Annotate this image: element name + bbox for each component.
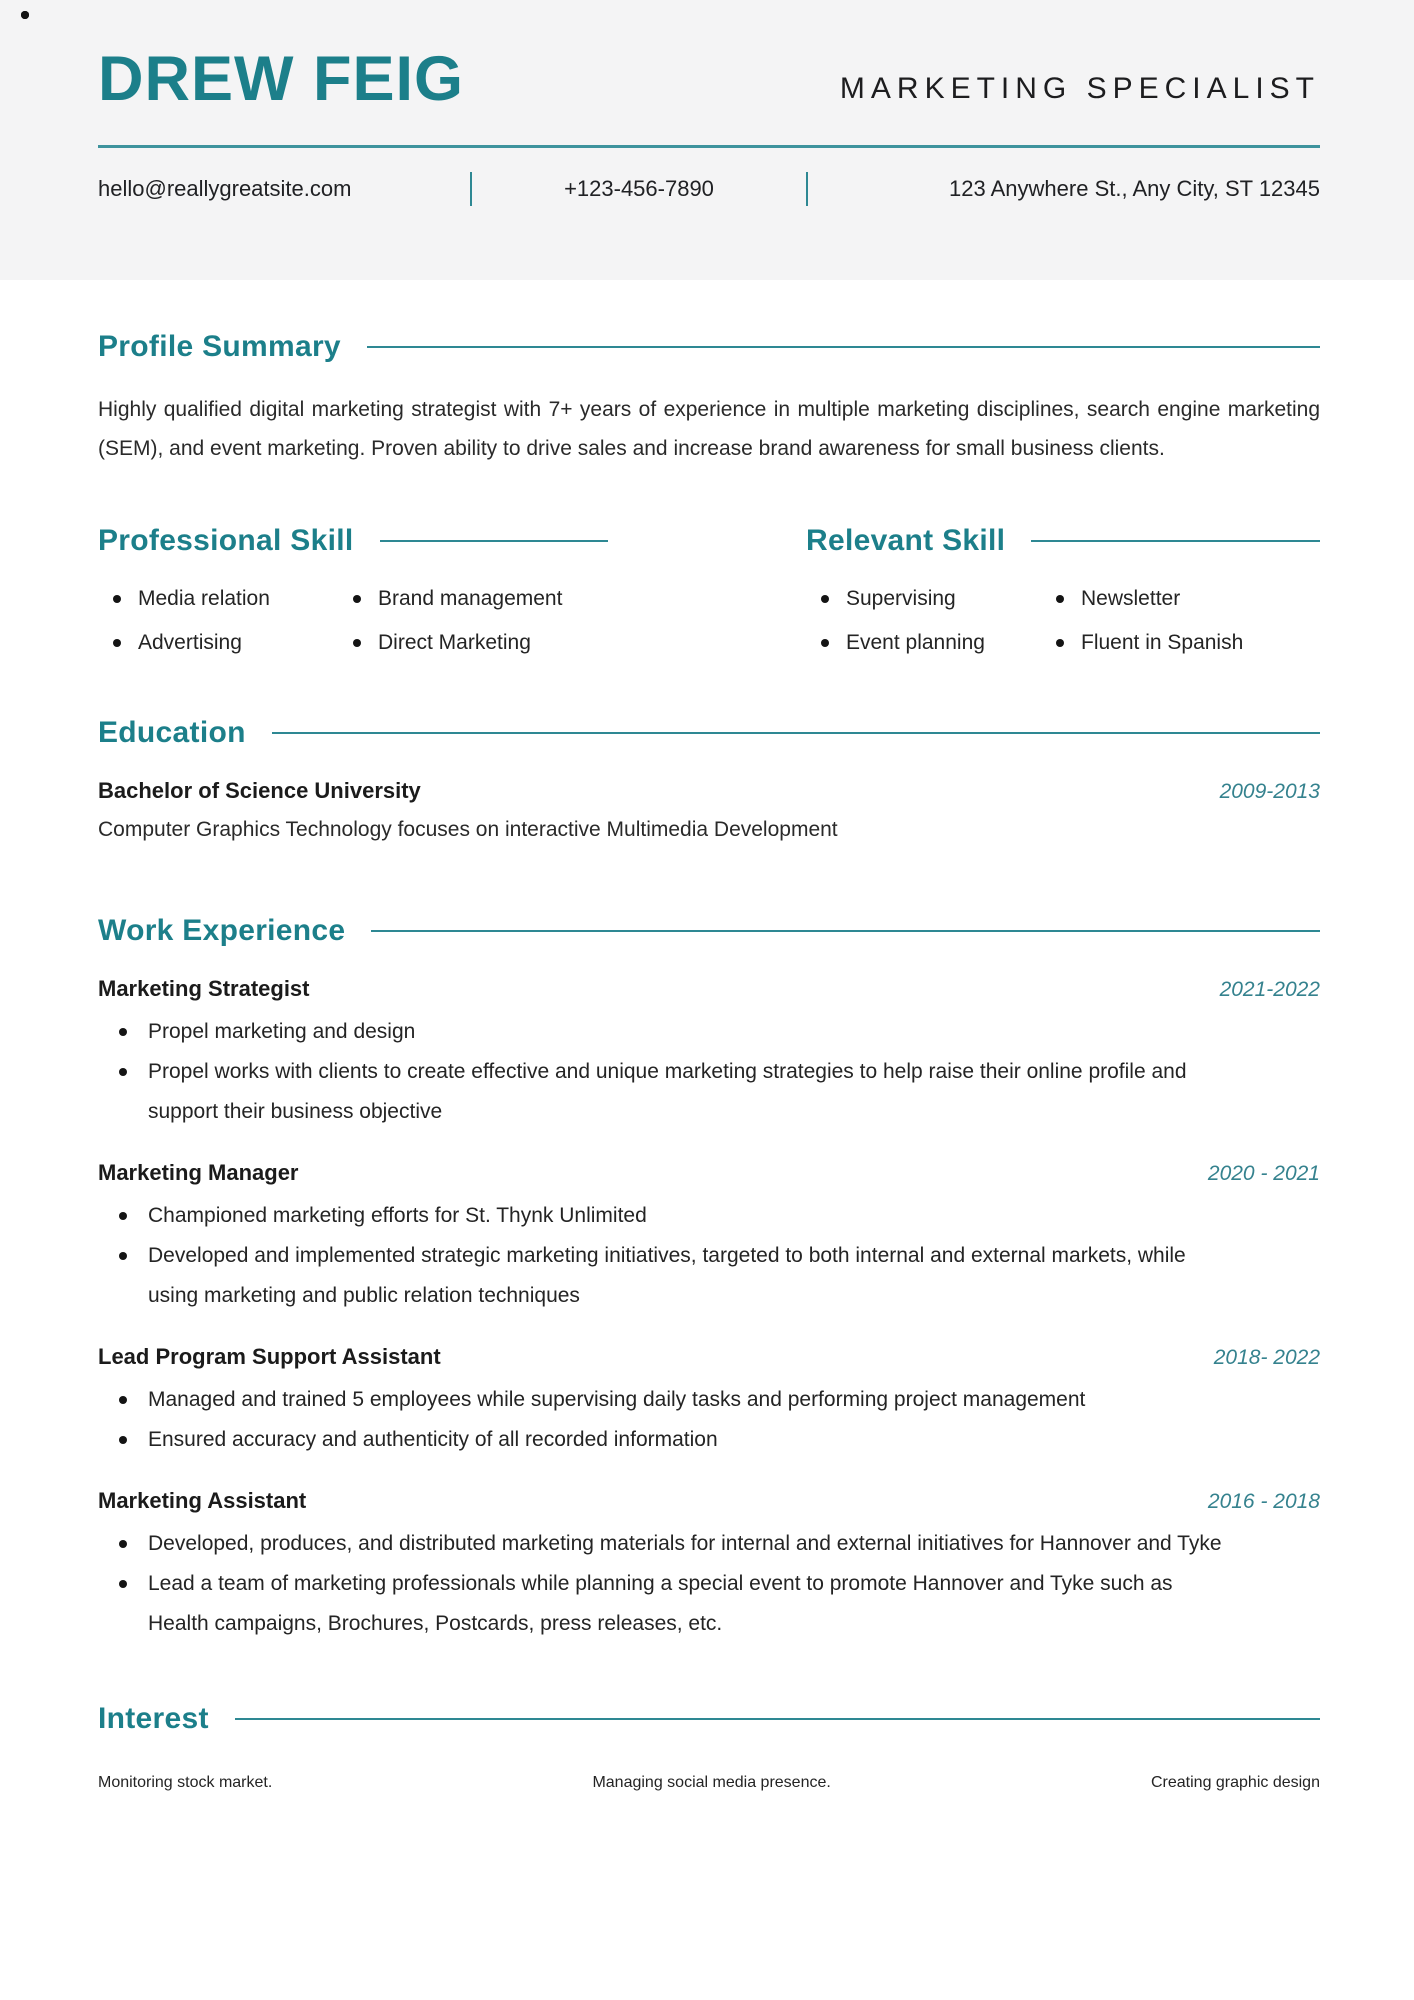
job-entry	[98, 1344, 1320, 1460]
job-dates: 2021-2022	[1219, 978, 1320, 1001]
section-rule	[367, 346, 1320, 348]
interest-item: Managing social media presence.	[592, 1768, 830, 1798]
section-header	[98, 1702, 1320, 1736]
education-dates: 2009-2013	[1219, 780, 1320, 803]
skill-item: Supervising	[806, 584, 1041, 614]
section-rule	[371, 930, 1320, 932]
section-rule	[272, 732, 1320, 734]
job-dates: 2016 - 2018	[1207, 1490, 1320, 1513]
skill-item: Newsletter	[1041, 584, 1320, 614]
job-bullet: Ensured accuracy and authenticity of all recorded information	[98, 1420, 1238, 1460]
header	[0, 0, 1414, 280]
job-bullet: Developed and implemented strategic marketing initiatives, targeted to both internal and external markets, while using marketing and public relation techniques	[98, 1236, 1238, 1316]
skill-item: Direct Marketing	[338, 628, 608, 658]
job-bullet: Propel works with clients to create effective and unique marketing strategies to help raise their online profile and support their business objective	[98, 1052, 1238, 1132]
job-bullet: Propel marketing and design	[98, 1012, 1238, 1052]
job-title: Marketing Manager	[98, 1160, 299, 1185]
job-entry	[98, 1160, 1320, 1316]
job-header	[98, 1488, 1320, 1514]
contact-email: hello@reallygreatsite.com	[98, 176, 352, 201]
contact-phone: +123-456-7890	[564, 176, 714, 201]
section-header	[98, 330, 1320, 364]
skill-item: Advertising	[98, 628, 338, 658]
section-header	[98, 716, 1320, 750]
skill-item: Fluent in Spanish	[1041, 628, 1320, 658]
section-heading: Interest	[98, 1702, 209, 1735]
relevant-skill-list	[806, 584, 1320, 658]
job-entry	[98, 976, 1320, 1132]
job-header	[98, 1344, 1320, 1370]
interest-item: Creating graphic design	[1151, 1768, 1320, 1798]
job-bullet: Championed marketing efforts for St. Thynk Unlimited	[98, 1196, 1238, 1236]
job-dates: 2018- 2022	[1213, 1346, 1320, 1369]
skill-item: Event planning	[806, 628, 1041, 658]
header-divider	[98, 145, 1320, 148]
section-heading: Professional Skill	[98, 524, 354, 557]
job-title: Marketing Assistant	[98, 1488, 307, 1513]
section-heading: Education	[98, 716, 246, 749]
job-title: Marketing Strategist	[98, 976, 310, 1001]
section-work-experience	[98, 914, 1320, 1644]
contact-address: 123 Anywhere St., Any City, ST 12345	[949, 176, 1320, 201]
education-detail: Computer Graphics Technology focuses on interactive Multimedia Development	[98, 818, 838, 841]
section-heading: Relevant Skill	[806, 524, 1006, 557]
section-profile-summary	[98, 330, 1320, 468]
section-education	[98, 716, 1320, 842]
skill-item: Media relation	[98, 584, 338, 614]
skill-item: Brand management	[338, 584, 608, 614]
job-bullet: Developed, produces, and distributed marketing materials for internal and external initiatives for Hannover and Tyke	[98, 1524, 1238, 1564]
person-name: DREW FEIG	[98, 44, 464, 114]
section-professional-skill	[98, 524, 608, 658]
section-rule	[1031, 540, 1320, 542]
interest-item: Monitoring stock market.	[98, 1768, 272, 1798]
job-bullet-list	[98, 1012, 1320, 1132]
job-bullet-list	[98, 1380, 1320, 1460]
job-bullet-list	[98, 1196, 1320, 1316]
job-bullet-list	[98, 1524, 1320, 1644]
interest-list	[98, 1768, 1320, 1798]
job-header	[98, 1160, 1320, 1186]
profile-summary-text: Highly qualified digital marketing strategist with 7+ years of experience in multiple marketing disciplines, search engine marketing (SEM), and event marketing. Proven ability to drive sales and increase brand awareness for small business clients.	[98, 398, 1320, 460]
contact-row	[98, 172, 1320, 206]
resume-body	[0, 330, 1414, 1798]
section-rule	[380, 540, 609, 542]
job-header	[98, 976, 1320, 1002]
skills-row	[98, 524, 1320, 658]
section-header	[98, 524, 608, 558]
section-heading: Work Experience	[98, 914, 346, 947]
professional-skill-list	[98, 584, 608, 658]
name-row	[98, 0, 1320, 114]
job-dates: 2020 - 2021	[1207, 1162, 1320, 1185]
education-entry	[98, 778, 1320, 804]
section-interest	[98, 1702, 1320, 1798]
section-header	[806, 524, 1320, 558]
job-bullet: Lead a team of marketing professionals while planning a special event to promote Hannover and Tyke such as Health campaigns, Brochures, Postcards, press releases, etc.	[98, 1564, 1238, 1644]
job-title: Lead Program Support Assistant	[98, 1344, 441, 1369]
person-title: MARKETING SPECIALIST	[839, 72, 1320, 105]
job-bullet: Managed and trained 5 employees while supervising daily tasks and performing project management	[98, 1380, 1238, 1420]
section-heading: Profile Summary	[98, 330, 341, 363]
section-header	[98, 914, 1320, 948]
job-entry	[98, 1488, 1320, 1644]
education-school: Bachelor of Science University	[98, 778, 421, 803]
section-relevant-skill	[806, 524, 1320, 658]
section-rule	[235, 1718, 1320, 1720]
